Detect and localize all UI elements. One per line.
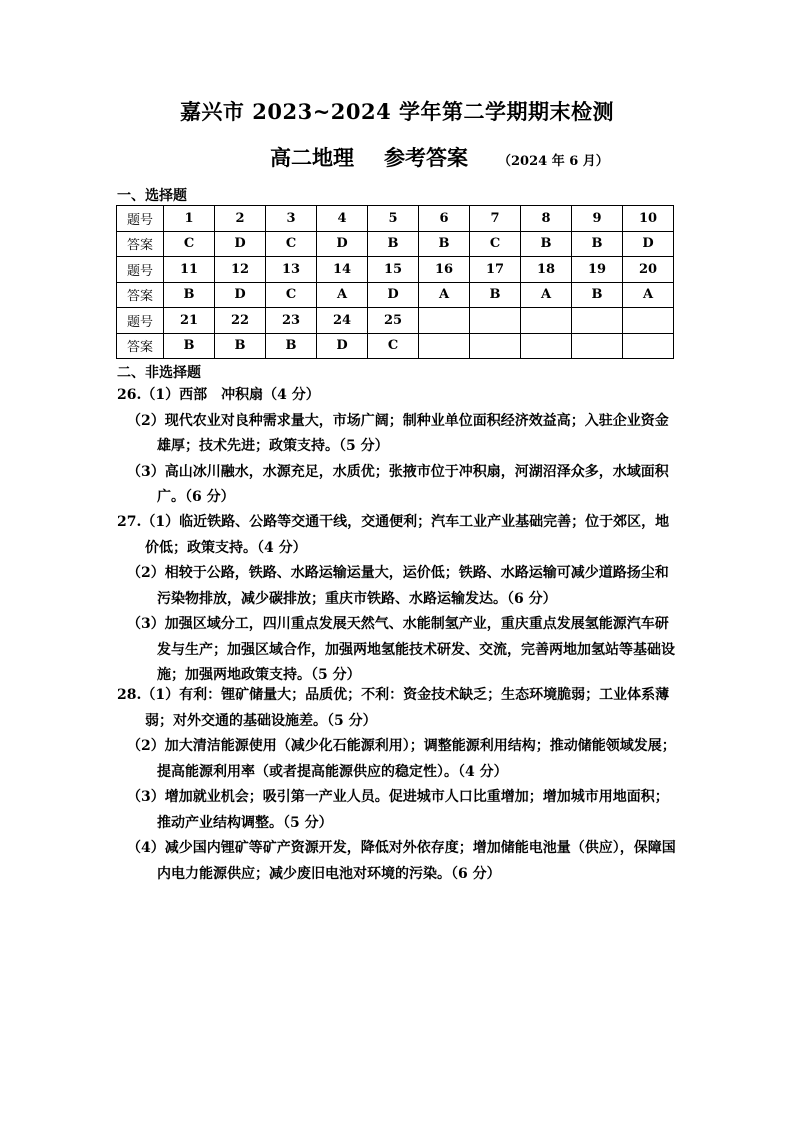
answer-cell: C xyxy=(470,231,521,257)
answer-cell xyxy=(521,333,572,359)
answer-cell xyxy=(419,333,470,359)
answer-cell: B xyxy=(215,333,266,359)
answer-paragraph: 26.（1）西部 冲积扇（4 分） xyxy=(117,387,320,403)
answer-paragraph: 28.（1）有利：锂矿储量大；品质优；不利：资金技术缺乏；生态环境脆弱；工业体系薄弱；对外交通的基础设施差。（5 分） xyxy=(117,687,670,729)
answer-cell xyxy=(572,333,623,359)
answer-cell: A xyxy=(521,282,572,308)
question-number-cell: 23 xyxy=(266,308,317,334)
answer-table xyxy=(116,205,674,359)
answer-label: 参考答案 xyxy=(384,145,468,170)
answer-cell: B xyxy=(266,333,317,359)
question-number-cell: 13 xyxy=(266,257,317,283)
question-number-cell: 25 xyxy=(368,308,419,334)
answer-cell: A xyxy=(623,282,674,308)
answer-cell: A xyxy=(317,282,368,308)
row-header-cell: 题号 xyxy=(117,206,164,232)
answer-cell: B xyxy=(419,231,470,257)
question-26 xyxy=(117,383,677,511)
section-choice-heading: 一、选择题 xyxy=(117,188,187,204)
question-number-cell: 2 xyxy=(215,206,266,232)
answer-paragraph: （2）相较于公路，铁路、水路运输运量大，运价低；铁路、水路运输可减少道路扬尘和污染物排放，减少碳排放；重庆市铁路、水路运输发达。（6 分） xyxy=(127,565,669,607)
answer-cell: C xyxy=(368,333,419,359)
exam-date: （2024 年 6 月） xyxy=(498,154,609,169)
row-header-cell: 题号 xyxy=(117,308,164,334)
answer-cell: D xyxy=(215,282,266,308)
answer-cell: D xyxy=(623,231,674,257)
row-header-cell: 答案 xyxy=(117,231,164,257)
document-subtitle xyxy=(270,142,609,172)
section-nonchoice-heading: 二、非选择题 xyxy=(117,365,201,381)
question-number-cell xyxy=(521,308,572,334)
answer-paragraph: （4）减少国内锂矿等矿产资源开发，降低对外依存度；增加储能电池量（供应），保障国内电力能源供应；减少废旧电池对环境的污染。（6 分） xyxy=(127,840,676,882)
answer-cell: B xyxy=(572,282,623,308)
question-number-cell: 7 xyxy=(470,206,521,232)
answer-paragraph: （2）加大清洁能源使用（减少化石能源利用）；调整能源利用结构；推动储能领域发展；提高能源利用率（或者提高能源供应的稳定性）。（4 分） xyxy=(127,738,676,780)
question-number-cell: 16 xyxy=(419,257,470,283)
question-number-cell: 19 xyxy=(572,257,623,283)
answer-cell: A xyxy=(419,282,470,308)
question-number-cell: 20 xyxy=(623,257,674,283)
answer-cell: B xyxy=(164,333,215,359)
answer-cell: B xyxy=(368,231,419,257)
answer-cell xyxy=(470,333,521,359)
answer-cell: D xyxy=(215,231,266,257)
question-number-cell: 10 xyxy=(623,206,674,232)
answer-cell: C xyxy=(266,231,317,257)
row-header-cell: 题号 xyxy=(117,257,164,283)
question-number-cell xyxy=(572,308,623,334)
question-number-cell: 11 xyxy=(164,257,215,283)
answer-cell: D xyxy=(368,282,419,308)
answer-cell xyxy=(623,333,674,359)
question-number-cell: 17 xyxy=(470,257,521,283)
answer-cell: B xyxy=(572,231,623,257)
question-number-cell: 18 xyxy=(521,257,572,283)
question-number-cell: 6 xyxy=(419,206,470,232)
answer-cell: C xyxy=(164,231,215,257)
answer-row xyxy=(117,282,674,308)
document-title: 嘉兴市 2023~2024 学年第二学期期末检测 xyxy=(179,99,615,124)
answer-paragraph: 27.（1）临近铁路、公路等交通干线，交通便利；汽车工业产业基础完善；位于郊区，地价低；政策支持。（4 分） xyxy=(117,514,670,556)
question-number-cell: 22 xyxy=(215,308,266,334)
answer-cell: B xyxy=(470,282,521,308)
question-number-cell xyxy=(419,308,470,334)
answer-cell: C xyxy=(266,282,317,308)
question-number-cell: 12 xyxy=(215,257,266,283)
question-number-cell: 24 xyxy=(317,308,368,334)
question-number-cell: 15 xyxy=(368,257,419,283)
answer-paragraph: （3）增加就业机会；吸引第一产业人员。促进城市人口比重增加；增加城市用地面积；推动产业结构调整。（5 分） xyxy=(127,789,669,831)
question-number-row xyxy=(117,308,674,334)
row-header-cell: 答案 xyxy=(117,282,164,308)
question-28 xyxy=(117,683,677,887)
question-27 xyxy=(117,510,677,689)
question-number-row xyxy=(117,206,674,232)
answer-row xyxy=(117,333,674,359)
answer-row xyxy=(117,231,674,257)
answer-paragraph: （2）现代农业对良种需求量大，市场广阔；制种业单位面积经济效益高；入驻企业资金雄厚；技术先进；政策支持。（5 分） xyxy=(127,412,669,454)
question-number-cell: 14 xyxy=(317,257,368,283)
answer-cell: B xyxy=(521,231,572,257)
question-number-cell: 5 xyxy=(368,206,419,232)
answer-paragraph: （3）高山冰川融水，水源充足，水质优；张掖市位于冲积扇，河湖沼泽众多，水域面积广。（6 分） xyxy=(127,463,669,505)
question-number-cell: 1 xyxy=(164,206,215,232)
subject-label: 高二地理 xyxy=(270,145,354,170)
question-number-row xyxy=(117,257,674,283)
question-number-cell: 3 xyxy=(266,206,317,232)
row-header-cell: 答案 xyxy=(117,333,164,359)
answer-cell: D xyxy=(317,231,368,257)
answer-cell: D xyxy=(317,333,368,359)
answer-cell: B xyxy=(164,282,215,308)
question-number-cell xyxy=(470,308,521,334)
question-number-cell: 8 xyxy=(521,206,572,232)
question-number-cell: 9 xyxy=(572,206,623,232)
question-number-cell: 4 xyxy=(317,206,368,232)
answer-paragraph: （3）加强区域分工，四川重点发展天然气、水能制氢产业，重庆重点发展氢能源汽车研发与生产；加强区域合作，加强两地氢能技术研发、交流，完善两地加氢站等基础设施；加强两地政策支持。（5 分） xyxy=(127,616,675,683)
question-number-cell: 21 xyxy=(164,308,215,334)
question-number-cell xyxy=(623,308,674,334)
